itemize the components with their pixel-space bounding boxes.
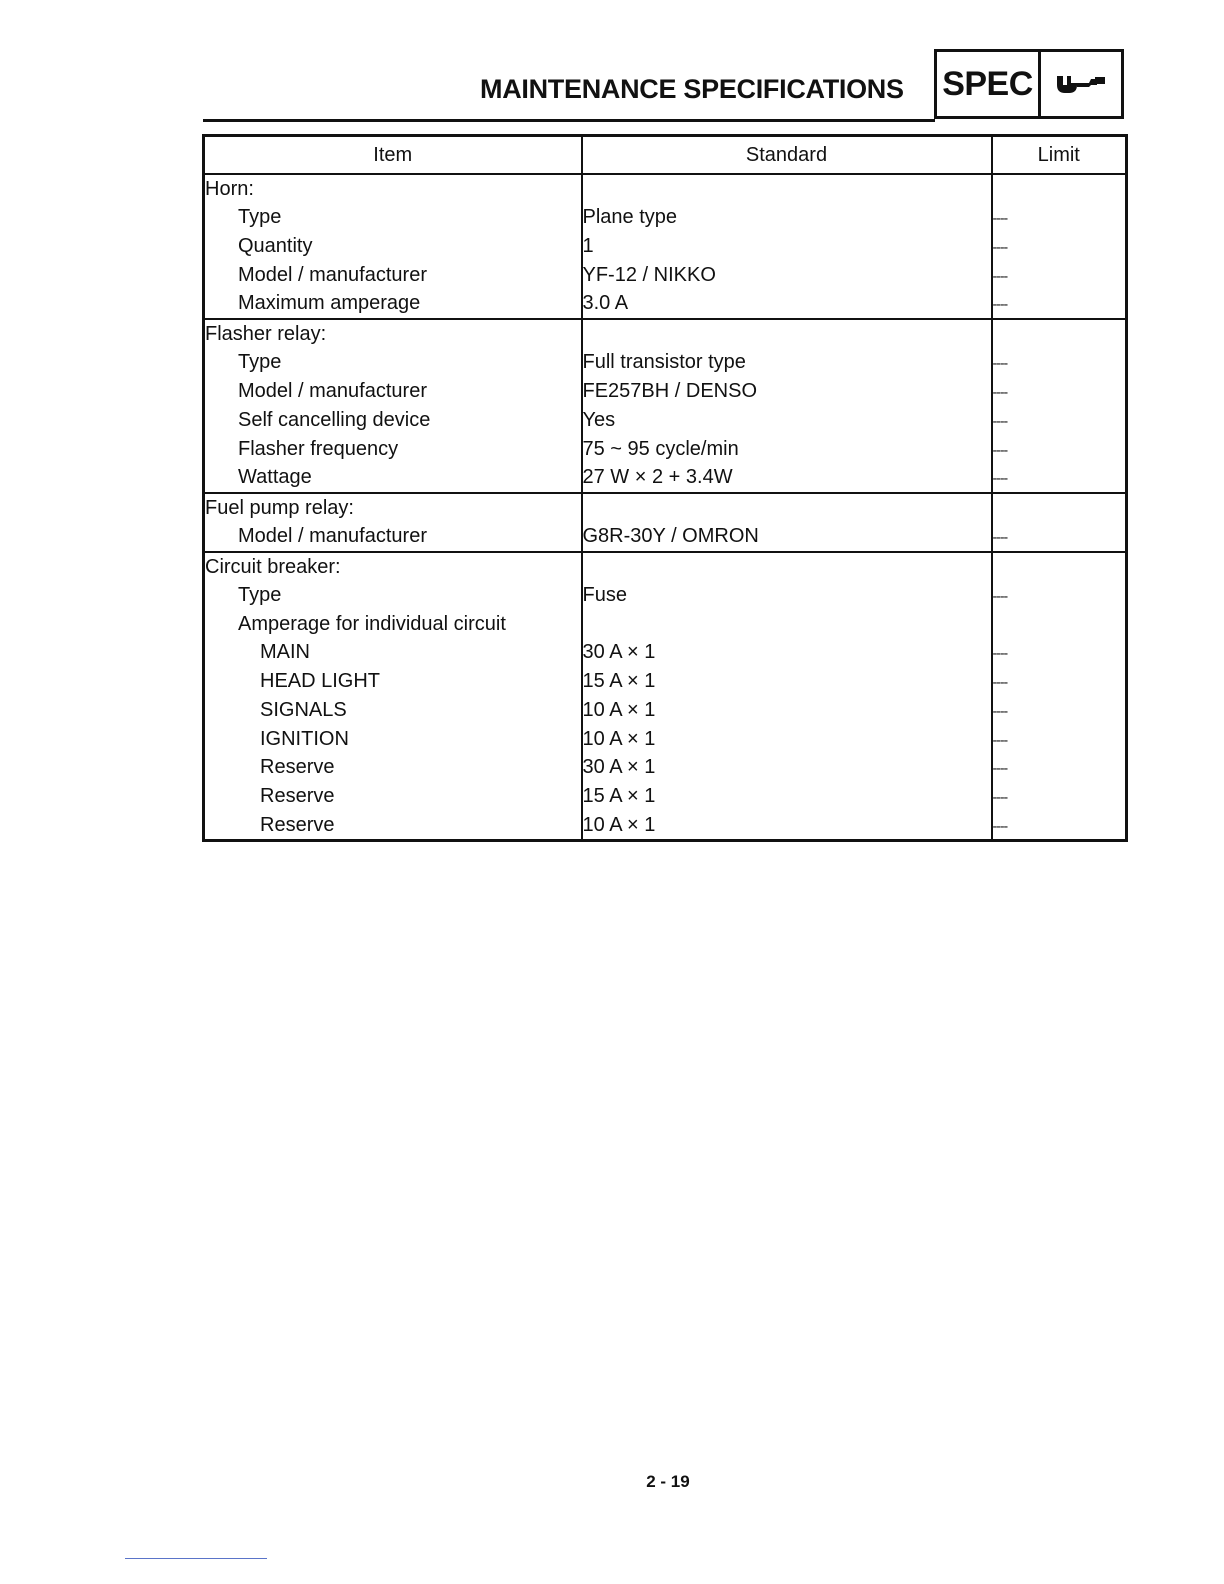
item-cell: Amperage for individual circuit: [204, 610, 582, 638]
footer-rule: [125, 1558, 267, 1559]
limit-cell: [992, 261, 1127, 290]
item-cell: MAIN: [204, 638, 582, 667]
standard-cell: [582, 552, 992, 581]
table-row: [204, 348, 1127, 377]
group-heading-row: [204, 493, 1127, 522]
limit-value: ----: [992, 673, 1008, 690]
limit-cell: [992, 435, 1127, 464]
limit-cell: [992, 610, 1127, 638]
standard-cell: [582, 493, 992, 522]
column-header-standard: Standard: [582, 136, 992, 175]
limit-value: ----: [992, 210, 1008, 227]
table-row: [204, 289, 1127, 319]
standard-cell: [582, 174, 992, 203]
limit-value: ----: [992, 529, 1008, 546]
table-row: [204, 610, 1127, 638]
limit-cell: [992, 522, 1127, 552]
group-heading: Fuel pump relay:: [204, 493, 582, 522]
limit-cell: [992, 232, 1127, 261]
item-cell: SIGNALS: [204, 696, 582, 725]
header-rule: [203, 119, 935, 122]
table-row: [204, 463, 1127, 493]
standard-cell: 3.0 A: [582, 289, 992, 319]
group-heading-row: [204, 552, 1127, 581]
standard-cell: 1: [582, 232, 992, 261]
standard-cell: 15 A × 1: [582, 782, 992, 811]
table-header-row: [204, 136, 1127, 175]
limit-cell: [992, 725, 1127, 754]
limit-value: ----: [992, 702, 1008, 719]
limit-value: ----: [992, 267, 1008, 284]
limit-cell: [992, 463, 1127, 493]
standard-cell: 30 A × 1: [582, 638, 992, 667]
standard-cell: [582, 319, 992, 348]
standard-cell: Full transistor type: [582, 348, 992, 377]
item-cell: Reserve: [204, 782, 582, 811]
standard-cell: 10 A × 1: [582, 811, 992, 841]
standard-cell: 10 A × 1: [582, 725, 992, 754]
limit-value: ----: [992, 296, 1008, 313]
table-row: [204, 522, 1127, 552]
column-header-item: Item: [204, 136, 582, 175]
item-cell: IGNITION: [204, 725, 582, 754]
item-cell: Quantity: [204, 232, 582, 261]
standard-cell: 27 W × 2 + 3.4W: [582, 463, 992, 493]
group-heading-row: [204, 174, 1127, 203]
page-title: MAINTENANCE SPECIFICATIONS: [480, 74, 904, 104]
standard-cell: 10 A × 1: [582, 696, 992, 725]
table-row: [204, 406, 1127, 435]
group-heading: Circuit breaker:: [204, 552, 582, 581]
item-cell: Type: [204, 348, 582, 377]
item-cell: Self cancelling device: [204, 406, 582, 435]
limit-cell: [992, 406, 1127, 435]
limit-value: ----: [992, 470, 1008, 487]
spec-group: [204, 552, 1127, 841]
limit-cell: [992, 289, 1127, 319]
table-row: [204, 261, 1127, 290]
limit-value: ----: [992, 645, 1008, 662]
table-row: [204, 753, 1127, 782]
item-cell: HEAD LIGHT: [204, 667, 582, 696]
spec-group: [204, 174, 1127, 319]
limit-value: ----: [992, 238, 1008, 255]
table-row: [204, 435, 1127, 464]
limit-value: ----: [992, 588, 1008, 605]
group-heading-row: [204, 319, 1127, 348]
spec-group: [204, 319, 1127, 493]
standard-cell: Fuse: [582, 581, 992, 610]
standard-cell: FE257BH / DENSO: [582, 377, 992, 406]
limit-value: ----: [992, 759, 1008, 776]
limit-cell: [992, 493, 1127, 522]
standard-cell: 15 A × 1: [582, 667, 992, 696]
table-row: [204, 696, 1127, 725]
standard-cell: G8R-30Y / OMRON: [582, 522, 992, 552]
item-cell: Model / manufacturer: [204, 522, 582, 552]
item-cell: Type: [204, 203, 582, 232]
limit-cell: [992, 753, 1127, 782]
table-row: [204, 581, 1127, 610]
item-cell: Flasher frequency: [204, 435, 582, 464]
item-cell: Reserve: [204, 811, 582, 841]
limit-cell: [992, 638, 1127, 667]
limit-cell: [992, 811, 1127, 841]
limit-value: ----: [992, 412, 1008, 429]
table-row: [204, 725, 1127, 754]
limit-cell: [992, 667, 1127, 696]
spec-badge-label: SPEC: [937, 52, 1041, 116]
table-row: [204, 811, 1127, 841]
item-cell: Model / manufacturer: [204, 261, 582, 290]
item-cell: Reserve: [204, 753, 582, 782]
spec-group: [204, 493, 1127, 552]
limit-value: ----: [992, 788, 1008, 805]
standard-cell: 75 ~ 95 cycle/min: [582, 435, 992, 464]
table-row: [204, 203, 1127, 232]
limit-cell: [992, 348, 1127, 377]
group-heading: Flasher relay:: [204, 319, 582, 348]
page-number: 2 - 19: [646, 1472, 690, 1491]
table-row: [204, 377, 1127, 406]
standard-cell: [582, 610, 992, 638]
item-cell: Model / manufacturer: [204, 377, 582, 406]
limit-value: ----: [992, 731, 1008, 748]
limit-value: ----: [992, 355, 1008, 372]
limit-value: ----: [992, 441, 1008, 458]
limit-cell: [992, 552, 1127, 581]
item-cell: Type: [204, 581, 582, 610]
column-header-limit: Limit: [992, 136, 1127, 175]
table-row: [204, 638, 1127, 667]
table-row: [204, 232, 1127, 261]
limit-cell: [992, 696, 1127, 725]
wrench-icon: [1041, 52, 1121, 116]
limit-value: ----: [992, 817, 1008, 834]
limit-cell: [992, 174, 1127, 203]
limit-cell: [992, 782, 1127, 811]
standard-cell: 30 A × 1: [582, 753, 992, 782]
limit-cell: [992, 581, 1127, 610]
standard-cell: Plane type: [582, 203, 992, 232]
item-cell: Maximum amperage: [204, 289, 582, 319]
limit-cell: [992, 377, 1127, 406]
limit-cell: [992, 203, 1127, 232]
spec-table: [202, 134, 1128, 842]
limit-value: ----: [992, 383, 1008, 400]
spec-badge: [934, 49, 1124, 119]
group-heading: Horn:: [204, 174, 582, 203]
table-row: [204, 667, 1127, 696]
standard-cell: YF-12 / NIKKO: [582, 261, 992, 290]
item-cell: Wattage: [204, 463, 582, 493]
standard-cell: Yes: [582, 406, 992, 435]
table-row: [204, 782, 1127, 811]
limit-cell: [992, 319, 1127, 348]
